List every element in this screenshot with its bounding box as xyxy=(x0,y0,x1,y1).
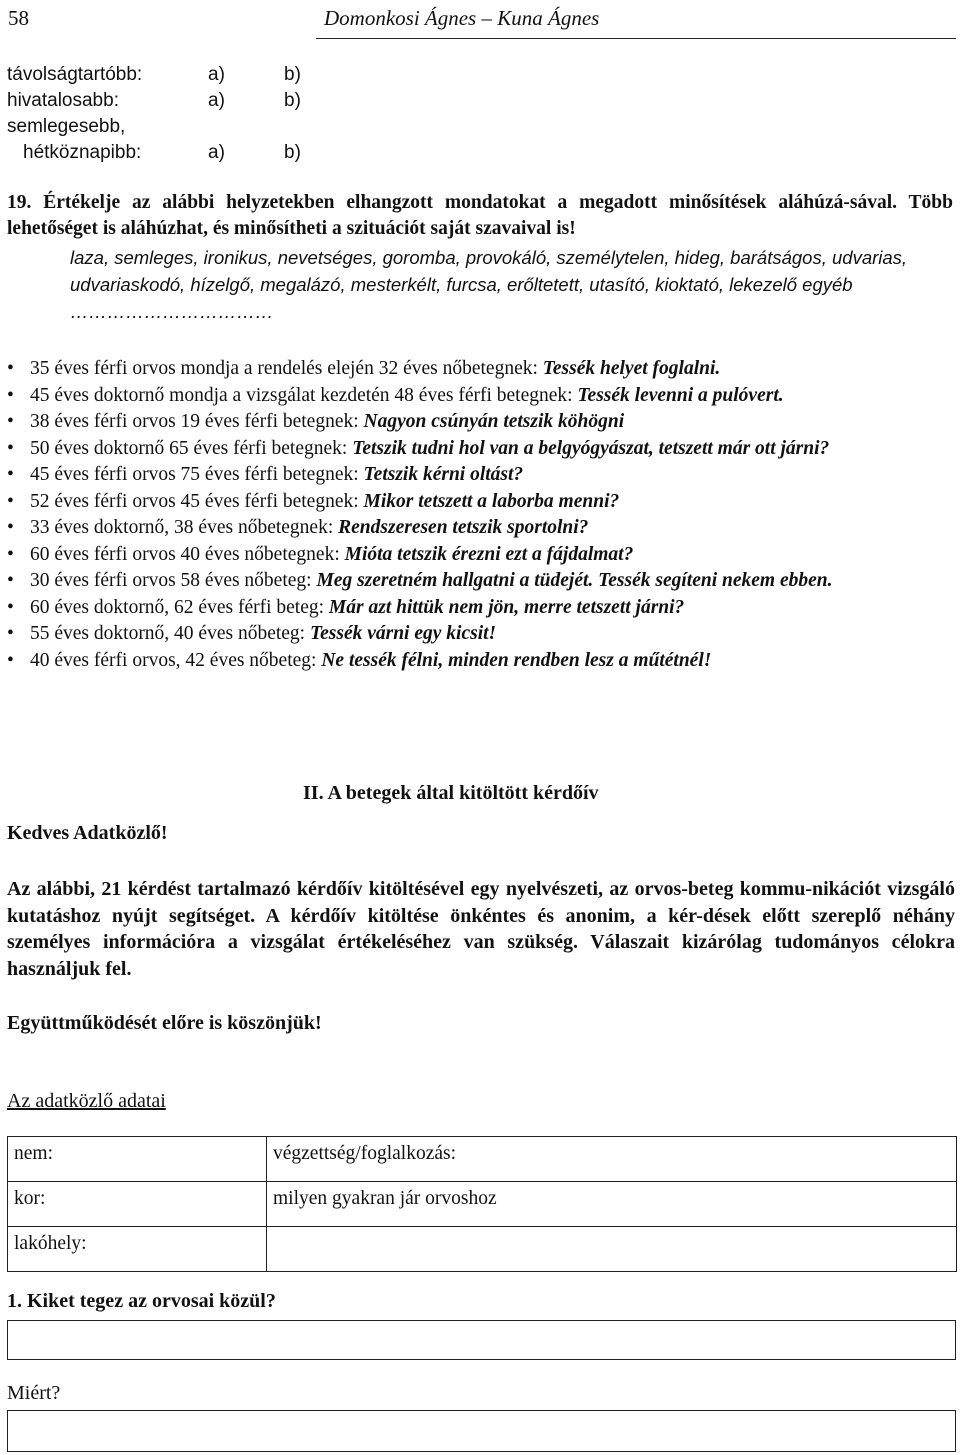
intro-paragraph: Az alábbi, 21 kérdést tartalmazó kérdőív kitöltésével egy nyelvészeti, az orvos-beteg kommu-nikációt vizsgáló kutatáshoz nyújt segítséget. A kérdőív kitöltése önkéntes és anonim, a kér-dések előtt szereplő néhány személyes információra a vizsgálat értékeléséhez van szükség. Válaszait kizárólag tudományos célokra használjuk fel. xyxy=(7,878,955,980)
scenario-situation: 52 éves férfi orvos 45 éves férfi betegnek: xyxy=(30,490,359,512)
scenario-quote: Rendszeresen tetszik sportolni? xyxy=(338,517,589,538)
empty-cell[interactable] xyxy=(267,1227,957,1272)
scenario-quote: Tetszik tudni hol van a belgyógyászat, tetszett már ott járni? xyxy=(352,437,830,459)
header-rule xyxy=(316,38,956,39)
list-item xyxy=(7,383,955,410)
option-b: b) xyxy=(284,64,301,85)
scenario-quote: Már azt hittük nem jön, merre tetszett járni? xyxy=(328,596,685,618)
option-a: a) xyxy=(208,64,225,85)
list-item xyxy=(7,648,955,675)
option-b: b) xyxy=(284,142,301,163)
scenario-situation: 30 éves férfi orvos 58 éves nőbeteg: xyxy=(30,570,312,591)
scenario-situation: 33 éves doktornő, 38 éves nőbetegnek: xyxy=(30,517,334,538)
greeting: Kedves Adatközlő! xyxy=(7,822,168,844)
field-age[interactable]: kor: xyxy=(8,1182,267,1227)
scenario-situation: 45 éves férfi orvos 75 éves férfi betegnek: xyxy=(30,464,359,485)
page-number: 58 xyxy=(8,6,29,30)
thanks-line: Együttműködését előre is köszönjük! xyxy=(7,1012,322,1034)
page-header xyxy=(8,4,956,34)
option-a: a) xyxy=(208,142,225,163)
scenario-quote: Tessék várni egy kicsit! xyxy=(309,623,497,644)
pair-label: hétköznapibb: xyxy=(23,142,142,163)
pair-label: hivatalosabb: xyxy=(7,90,119,111)
scenario-situation: 38 éves férfi orvos 19 éves férfi betegnek: xyxy=(30,411,359,432)
pair-label: semlegesebb, xyxy=(7,116,126,137)
table-row xyxy=(8,1227,957,1272)
question-1: 1. Kiket tegez az orvosai közül? xyxy=(7,1290,276,1312)
task-19-instruction: 19. Értékelje az alábbi helyzetekben elhangzott mondatokat a megadott minősítések aláhúzá-sával. Több lehetőséget is aláhúzhat, és minősítheti a szituációt saját szavaival is! xyxy=(7,192,953,239)
section-title: II. A betegek által kitöltött kérdőív xyxy=(303,782,599,804)
respondent-data-table xyxy=(7,1136,957,1272)
table-row xyxy=(8,1137,957,1182)
scenario-quote: Tessék levenni a pulóvert. xyxy=(577,384,784,406)
qualifier-list: laza, semleges, ironikus, nevetséges, goromba, provokáló, személytelen, hideg, barátságos, udvarias, udvariaskodó, hízelgő, megalázó, mesterkélt, furcsa, erőltetett, utasító, kioktató, lekezelő egyéb …………………………… xyxy=(70,247,908,322)
scenario-quote: Nagyon csúnyán tetszik köhögni xyxy=(363,411,625,432)
list-item xyxy=(7,568,955,595)
scenario-quote: Ne tessék félni, minden rendben lesz a műtétnél! xyxy=(321,649,712,671)
scenario-list xyxy=(7,356,955,674)
list-item xyxy=(7,621,955,648)
scenario-quote: Tessék helyet foglalni. xyxy=(542,358,721,379)
list-item xyxy=(7,542,955,569)
scenario-situation: 55 éves doktornő, 40 éves nőbeteg: xyxy=(30,623,306,644)
list-item xyxy=(7,515,955,542)
scenario-quote: Mikor tetszett a laborba menni? xyxy=(363,490,620,512)
list-item xyxy=(7,595,955,622)
respondent-data-heading: Az adatközlő adatai xyxy=(7,1090,166,1112)
list-item xyxy=(7,489,955,516)
scenario-situation: 35 éves férfi orvos mondja a rendelés elején 32 éves nőbetegnek: xyxy=(30,358,538,379)
pair-label: távolságtartóbb: xyxy=(7,64,143,85)
field-gender[interactable]: nem: xyxy=(8,1137,267,1182)
scenario-situation: 60 éves férfi orvos 40 éves nőbetegnek: xyxy=(30,543,340,565)
list-item xyxy=(7,436,955,463)
scenario-situation: 40 éves férfi orvos, 42 éves nőbeteg: xyxy=(30,649,317,671)
answer-box-why[interactable] xyxy=(7,1410,956,1452)
list-item xyxy=(7,356,955,383)
scenario-quote: Meg szeretném hallgatni a tüdejét. Tessék segíteni nekem ebben. xyxy=(316,570,833,591)
scenario-quote: Tetszik kérni oltást? xyxy=(363,464,524,485)
scenario-quote: Mióta tetszik érezni ezt a fájdalmat? xyxy=(344,543,634,565)
list-item xyxy=(7,409,955,436)
option-a: a) xyxy=(208,90,225,111)
field-residence[interactable]: lakóhely: xyxy=(8,1227,267,1272)
why-label: Miért? xyxy=(7,1382,61,1404)
scenario-situation: 60 éves doktornő, 62 éves férfi beteg: xyxy=(30,596,325,618)
field-doctor-visit-frequency[interactable]: milyen gyakran jár orvoshoz xyxy=(267,1182,957,1227)
answer-box-1[interactable] xyxy=(7,1320,956,1360)
table-row xyxy=(8,1182,957,1227)
running-head-authors: Domonkosi Ágnes – Kuna Ágnes xyxy=(324,6,600,30)
field-education-occupation[interactable]: végzettség/foglalkozás: xyxy=(267,1137,957,1182)
scenario-situation: 45 éves doktornő mondja a vizsgálat kezdetén 48 éves férfi betegnek: xyxy=(30,384,573,406)
option-b: b) xyxy=(284,90,301,111)
list-item xyxy=(7,462,955,489)
scenario-situation: 50 éves doktornő 65 éves férfi betegnek: xyxy=(30,437,348,459)
